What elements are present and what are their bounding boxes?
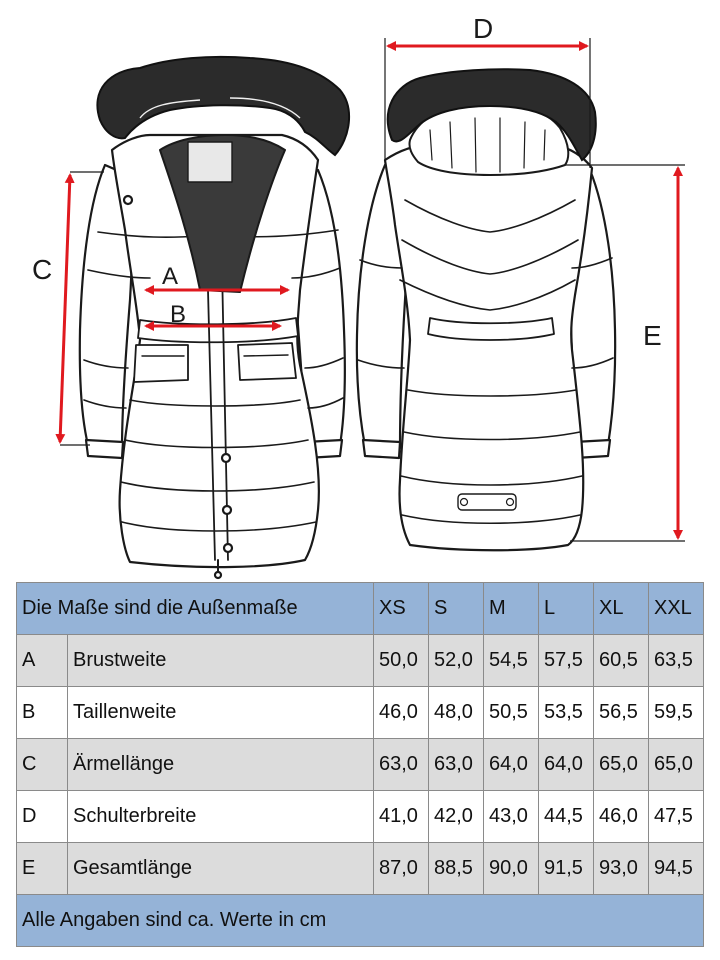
table-row [17,791,704,843]
measure-c-label: C [32,254,53,285]
value-cell: 42,0 [429,791,484,843]
table-footer-note: Alle Angaben sind ca. Werte in cm [17,895,704,947]
value-cell: 57,5 [539,635,594,687]
measure-name: Ärmellänge [68,739,374,791]
value-cell: 41,0 [374,791,429,843]
value-cell: 65,0 [649,739,704,791]
size-header-xl: XL [594,583,649,635]
measure-name: Gesamtlänge [68,843,374,895]
value-cell: 87,0 [374,843,429,895]
value-cell: 93,0 [594,843,649,895]
value-cell: 63,0 [374,739,429,791]
value-cell: 94,5 [649,843,704,895]
table-header-row [17,583,704,635]
value-cell: 63,5 [649,635,704,687]
measure-e-label: E [643,320,662,351]
value-cell: 47,5 [649,791,704,843]
table-row [17,635,704,687]
jacket-back-view [357,102,615,550]
value-cell: 65,0 [594,739,649,791]
measure-key: B [17,687,68,739]
size-header-xs: XS [374,583,429,635]
value-cell: 48,0 [429,687,484,739]
value-cell: 50,5 [484,687,539,739]
size-header-xxl: XXL [649,583,704,635]
value-cell: 53,5 [539,687,594,739]
measure-key: D [17,791,68,843]
value-cell: 88,5 [429,843,484,895]
measure-a-label: A [162,263,179,290]
measure-b-label: B [170,301,187,328]
measure-key: E [17,843,68,895]
table-footer-row [17,895,704,947]
value-cell: 46,0 [594,791,649,843]
table-row [17,843,704,895]
value-cell: 63,0 [429,739,484,791]
value-cell: 43,0 [484,791,539,843]
jacket-front-view [80,135,345,578]
value-cell: 44,5 [539,791,594,843]
measure-key: C [17,739,68,791]
value-cell: 59,5 [649,687,704,739]
size-header-m: M [484,583,539,635]
value-cell: 90,0 [484,843,539,895]
measure-d-label: D [473,13,494,44]
value-cell: 91,5 [539,843,594,895]
value-cell: 52,0 [429,635,484,687]
value-cell: 60,5 [594,635,649,687]
value-cell: 46,0 [374,687,429,739]
value-cell: 64,0 [484,739,539,791]
size-table [16,582,704,947]
measure-name: Brustweite [68,635,374,687]
value-cell: 64,0 [539,739,594,791]
table-row [17,739,704,791]
table-title: Die Maße sind die Außenmaße [17,583,374,635]
measure-name: Taillenweite [68,687,374,739]
value-cell: 54,5 [484,635,539,687]
value-cell: 56,5 [594,687,649,739]
size-header-l: L [539,583,594,635]
value-cell: 50,0 [374,635,429,687]
measure-key: A [17,635,68,687]
measure-name: Schulterbreite [68,791,374,843]
size-header-s: S [429,583,484,635]
table-row [17,687,704,739]
